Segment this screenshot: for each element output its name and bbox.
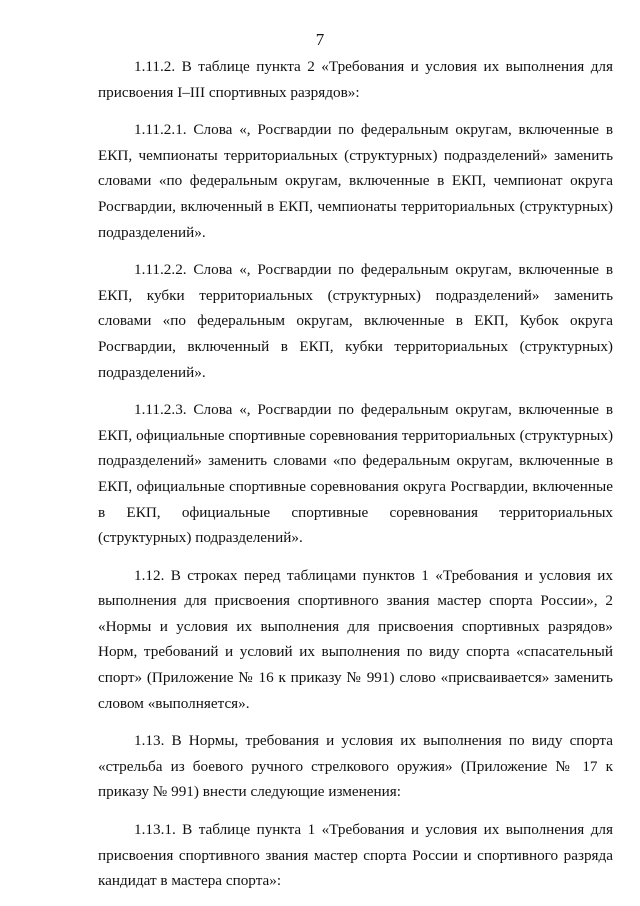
document-body bbox=[98, 54, 613, 906]
paragraph-1-11-2: 1.11.2. В таблице пункта 2 «Требования и условия их выполнения для присвоения I–III спортивных разрядов»: bbox=[98, 58, 613, 101]
paragraph-1-13: 1.13. В Нормы, требования и условия их выполнения по виду спорта «стрельба из боевого ручного стрелкового оружия» (Приложение № 17 к приказу № 991) внести следующие изменения: bbox=[98, 732, 613, 801]
paragraph-1-12: 1.12. В строках перед таблицами пунктов 1 «Требования и условия их выполнения для присвоения спортивного звания мастер спорта России», 2 «Нормы и условия их выполнения для присвоения спортивных разрядов» Норм, требований и условий их выполнения по виду спорта «спасательный спорт» (Приложение № 16 к приказу № 991) слово «присваивается» заменить словом «выполняется». bbox=[98, 566, 613, 712]
paragraph-1-11-2-1: 1.11.2.1. Слова «, Росгвардии по федеральным округам, включенные в ЕКП, чемпионаты территориальных (структурных) подразделений» заменить словами «по федеральным округам, включенные в ЕКП, чемпионат округа Росгвардии, включенный в ЕКП, чемпионаты территориальных (структурных) подразделений». bbox=[98, 121, 613, 241]
paragraph-1-13-1: 1.13.1. В таблице пункта 1 «Требования и условия их выполнения для присвоения спортивного звания мастер спорта России и спортивного разряда кандидат в мастера спорта»: bbox=[98, 821, 613, 890]
page-number: 7 bbox=[315, 30, 325, 49]
paragraph-1-11-2-3: 1.11.2.3. Слова «, Росгвардии по федеральным округам, включенные в ЕКП, официальные спортивные соревнования территориальных (структурных) подразделений» заменить словами «по федеральным округам, включенные в ЕКП, официальные спортивные соревнования округа Росгвардии, включенные в ЕКП, официальные спортивные соревнования территориальных (структурных) подразделений». bbox=[98, 401, 613, 547]
paragraph-1-11-2-2: 1.11.2.2. Слова «, Росгвардии по федеральным округам, включенные в ЕКП, кубки территориальных (структурных) подразделений» заменить словами «по федеральным округам, включенные в ЕКП, Кубок округа Росгвардии, включенный в ЕКП, кубки территориальных (структурных) подразделений». bbox=[98, 261, 613, 381]
